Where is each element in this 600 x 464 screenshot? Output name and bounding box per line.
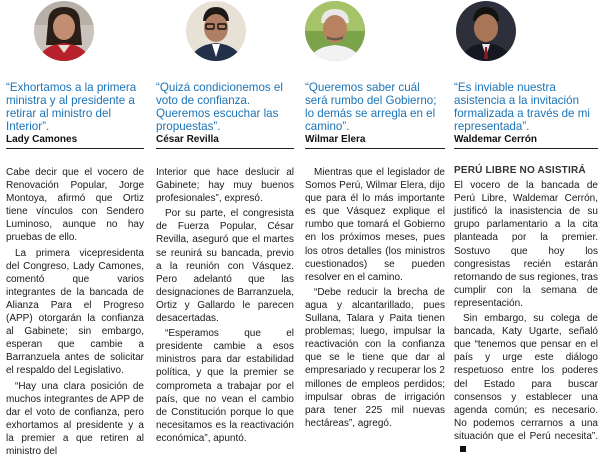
avatar-waldemar-cerron — [456, 1, 516, 61]
quote-cesar-revilla: “Quizá condicionemos el voto de confianza. Queremos escuchar las propuestas”. — [156, 81, 283, 133]
article-body — [305, 166, 445, 432]
paragraph — [454, 312, 598, 456]
paragraph: El vocero de la bancada de Perú Libre, Waldemar Cerrón, justificó la inasistencia de su grupo parlamentario a la cita planteada por la premier. Sostuvo que hoy los congresistas recién estarán retornando de sus regiones, tras cumplir con la semana de representación. — [454, 180, 598, 309]
end-of-article-mark — [460, 446, 466, 452]
paragraph-text: Sin embargo, su colega de bancada, Katy Ugarte, señaló que “tenemos que pensar en el país y urge este diálogo respetuoso entre los poderes del Estado para buscar consensos y establecer una agenda común; es necesario. No podemos cerrarnos a una situación que el Perú necesita”. — [454, 313, 598, 442]
article-body — [6, 166, 144, 460]
article-body — [454, 164, 598, 458]
quote-waldemar-cerron: “Es inviable nuestra asistencia a la invitación formalizada a través de mi representada”. — [454, 81, 590, 133]
paragraph: La primera vicepresidenta del Congreso, Lady Camones, comentó que varios integrantes de la bancada de Alianza Para el Progreso (APP) otorgarán la confianza al Gabinete; sin embargo, esperan que cambie a Barranzuela antes de solicitar el respaldo del Legislativo. — [6, 247, 144, 377]
paragraph: Cabe decir que el vocero de Renovación Popular, Jorge Montoya, afirmó que Ortiz tiene vínculos con Sendero Luminoso, aunque no hay pruebas de ello. — [6, 167, 144, 244]
avatar-cesar-revilla — [186, 1, 246, 61]
speaker-name: Lady Camones — [6, 134, 144, 149]
paragraph: “Esperamos que el presidente cambie a esos ministros para dar estabilidad política, y que la premier se comprometa a trabajar por el país, que no vean el cambio de Constitución porque lo que necesitamos es la reactivación económica”, apuntó. — [156, 328, 294, 444]
section-subhead: PERÚ LIBRE NO ASISTIRÁ — [454, 165, 586, 176]
quote-wilmar-elera: “Queremos saber cuál será rumbo del Gobierno; lo demás se arregla en el camino”. — [305, 81, 437, 133]
avatar-lady-camones — [34, 1, 94, 61]
avatar-wilmar-elera — [305, 1, 365, 61]
speaker-name: César Revilla — [156, 134, 294, 149]
paragraph: Mientras que el legislador de Somos Perú, Wilmar Elera, dijo que para él lo más importante es que Vásquez explique el rumbo que tomará el Gobierno en los próximos meses, pues los otros detalles (los ministros cuestionados) se pueden resolver en el camino. — [305, 167, 445, 283]
speaker-name: Wilmar Elera — [305, 134, 445, 149]
paragraph: Por su parte, el congresista de Fuerza Popular, César Revilla, aseguró que el martes se reunirá su bancada, previo a la reunión con Vásquez. Pero adelantó que las designaciones de Barranzuela, Ortiz y Gallardo le parecen desacertadas. — [156, 208, 294, 325]
paragraph: “Hay una clara posición de muchos integrantes de APP de dar el voto de confianza, pero exhortamos al presidente y a la premier a que retiren al ministro del — [6, 380, 144, 457]
quote-lady-camones: “Exhortamos a la primera ministra y al presidente a retirar al ministro del Interior”. — [6, 81, 137, 133]
speaker-name: Waldemar Cerrón — [454, 134, 598, 149]
paragraph: Interior que hace deslucir al Gabinete; hay muy buenos profesionales”, expresó. — [156, 167, 294, 205]
article-body — [156, 166, 294, 447]
paragraph: “Debe reducir la brecha de agua y alcantarillado, pues Sullana, Talara y Paita tienen problemas; luego, impulsar la reactivación con la confianza que se le tiene que dar al empresariado y recuperar los 2 millones de empleos perdidos; impulsar obras de irrigación para tener 225 mil nuevas hectáreas”, agregó. — [305, 286, 445, 429]
